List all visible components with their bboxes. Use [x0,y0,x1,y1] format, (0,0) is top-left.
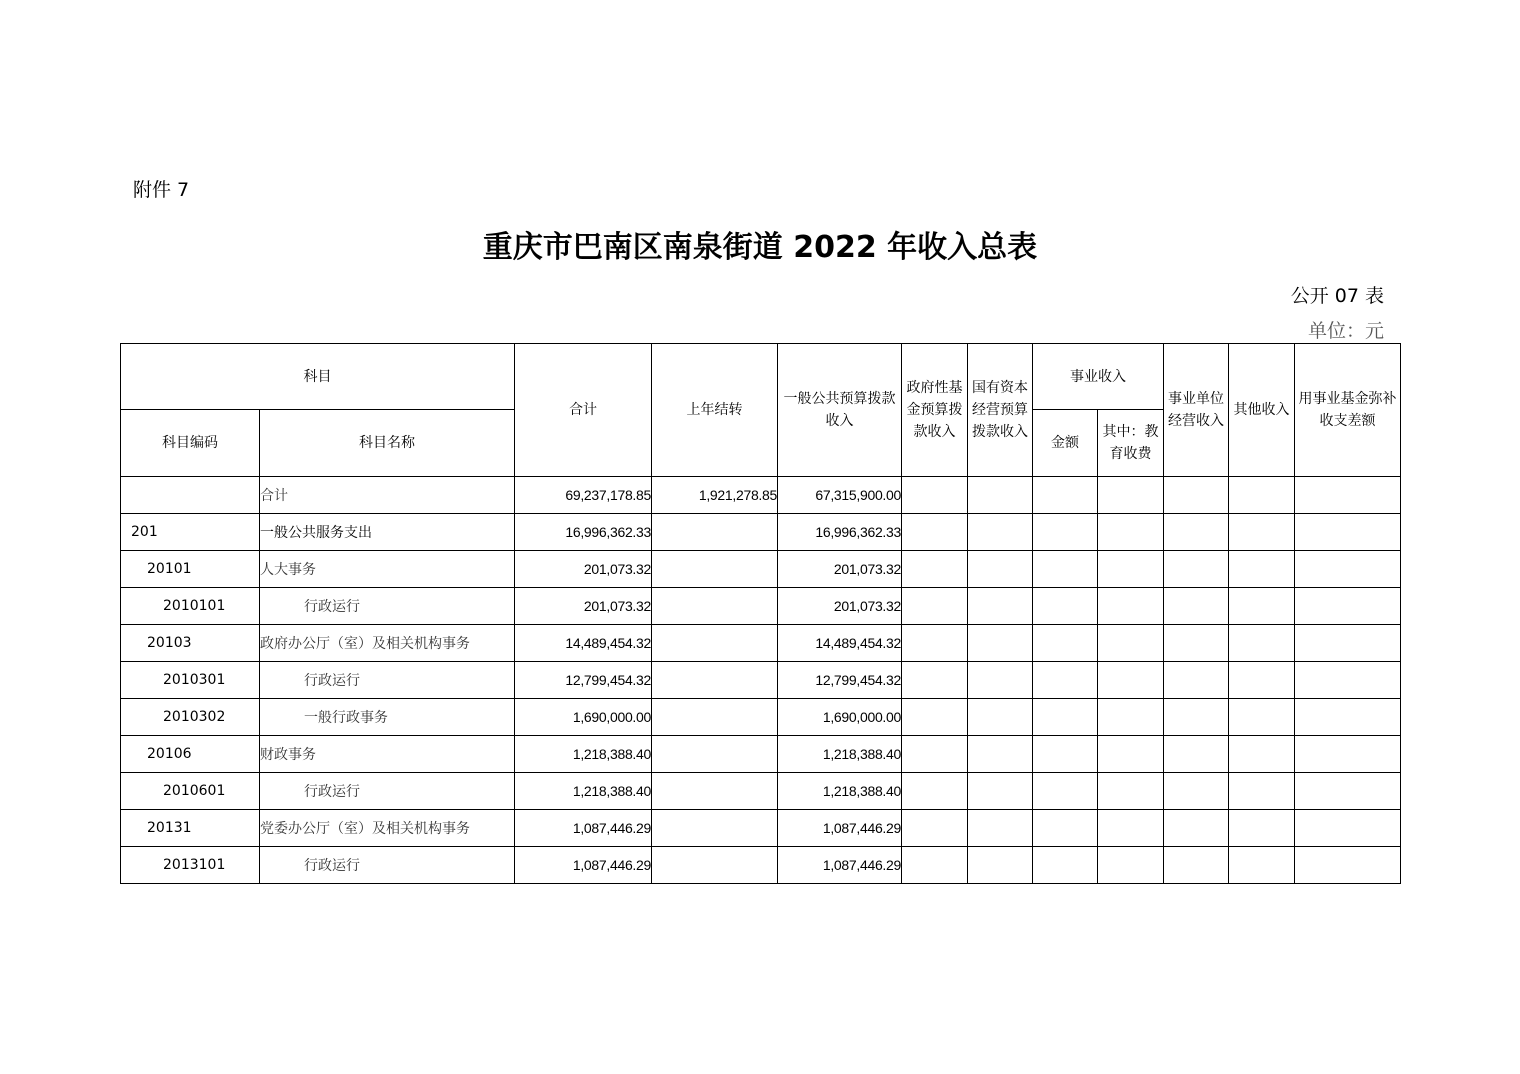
row-total: 1,087,446.29 [515,847,652,884]
row-total: 1,690,000.00 [515,699,652,736]
row-code: 2013101 [121,847,260,884]
attachment-label: 附件 7 [133,179,190,201]
row-total: 1,087,446.29 [515,810,652,847]
header-prev-carryover: 上年结转 [652,344,778,477]
row-prev-carryover [652,662,778,699]
unit-label: 单位：元 [1307,320,1384,342]
header-state-capital: 国有资本经营预算拨款收入 [968,344,1033,477]
row-code: 20106 [121,736,260,773]
header-subject-code: 科目编码 [121,410,260,477]
row-general-budget: 67,315,900.00 [778,477,902,514]
row-total: 1,218,388.40 [515,773,652,810]
table-id-label: 公开 07 表 [1290,285,1384,307]
row-prev-carryover [652,810,778,847]
table-row [121,514,1401,551]
header-other-income: 其他收入 [1229,344,1295,477]
row-total: 1,218,388.40 [515,736,652,773]
row-general-budget: 12,799,454.32 [778,662,902,699]
row-code: 2010301 [121,662,260,699]
row-general-budget: 201,073.32 [778,551,902,588]
row-general-budget: 1,218,388.40 [778,736,902,773]
row-code: 201 [121,514,260,551]
table-row [121,773,1401,810]
row-prev-carryover [652,588,778,625]
table-row [121,588,1401,625]
row-name: 行政运行 [260,847,515,884]
header-subject: 科目 [121,344,515,410]
row-prev-carryover [652,847,778,884]
header-subject-name: 科目名称 [260,410,515,477]
row-general-budget: 1,087,446.29 [778,810,902,847]
row-total: 16,996,362.33 [515,514,652,551]
row-name: 一般公共服务支出 [260,514,515,551]
header-operating-income: 事业单位经营收入 [1164,344,1229,477]
row-code: 20131 [121,810,260,847]
header-total: 合计 [515,344,652,477]
row-code: 2010302 [121,699,260,736]
row-name: 行政运行 [260,662,515,699]
row-total: 12,799,454.32 [515,662,652,699]
row-prev-carryover [652,551,778,588]
row-name: 一般行政事务 [260,699,515,736]
row-general-budget: 201,073.32 [778,588,902,625]
header-gov-fund: 政府性基金预算拨款收入 [902,344,968,477]
row-name: 行政运行 [260,588,515,625]
row-general-budget: 16,996,362.33 [778,514,902,551]
row-name: 行政运行 [260,773,515,810]
row-prev-carryover: 1,921,278.85 [652,477,778,514]
table-row [121,551,1401,588]
header-business-income: 事业收入 [1033,344,1164,410]
income-summary-table [120,343,1401,884]
table-row [121,736,1401,773]
row-name: 党委办公厅（室）及相关机构事务 [260,810,515,847]
table-row [121,699,1401,736]
row-code: 2010601 [121,773,260,810]
row-prev-carryover [652,736,778,773]
row-prev-carryover [652,514,778,551]
table-row [121,625,1401,662]
row-name: 政府办公厅（室）及相关机构事务 [260,625,515,662]
row-total: 201,073.32 [515,551,652,588]
row-total: 201,073.32 [515,588,652,625]
row-general-budget: 1,218,388.40 [778,773,902,810]
row-code: 20101 [121,551,260,588]
row-code [121,477,260,514]
row-prev-carryover [652,773,778,810]
header-amount: 金额 [1033,410,1098,477]
row-total: 69,237,178.85 [515,477,652,514]
table-row [121,847,1401,884]
header-fund-supplement: 用事业基金弥补收支差额 [1295,344,1401,477]
page-title: 重庆市巴南区南泉街道 2022 年收入总表 [482,230,1038,265]
table-row [121,810,1401,847]
header-education-fee: 其中：教育收费 [1098,410,1164,477]
row-general-budget: 1,087,446.29 [778,847,902,884]
row-prev-carryover [652,625,778,662]
table-row [121,477,1401,514]
row-name: 合计 [260,477,515,514]
row-code: 2010101 [121,588,260,625]
table-row [121,662,1401,699]
row-code: 20103 [121,625,260,662]
row-total: 14,489,454.32 [515,625,652,662]
row-name: 人大事务 [260,551,515,588]
row-general-budget: 1,690,000.00 [778,699,902,736]
row-general-budget: 14,489,454.32 [778,625,902,662]
header-general-budget: 一般公共预算拨款收入 [778,344,902,477]
row-prev-carryover [652,699,778,736]
row-name: 财政事务 [260,736,515,773]
